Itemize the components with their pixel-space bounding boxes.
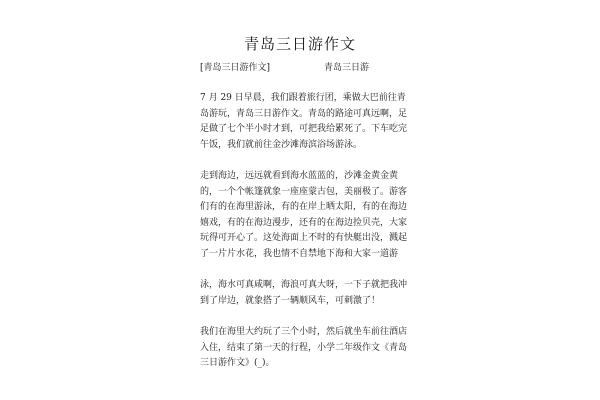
paragraph-3: 泳，海水可真咸啊，海浪可真大呀，一下子就把我冲到了岸边，就象搭了一辆顺风车，可刺激了！ — [200, 280, 408, 306]
paragraph-1: 7 月 29 日早晨，我们跟着旅行团，乘做大巴前往青岛游玩，青岛三日游作文。青岛的路途可真远啊，足足做了七个半小时才到，可把我给累死了。下车吃完午饭，我们就前往金沙滩海滨浴场游泳。 — [200, 93, 408, 150]
subtitle-bracket-title: [青岛三日游作文] — [200, 63, 271, 73]
paragraph-2: 走到海边，远远就看到海水蓝蓝的，沙滩金黄金黄的，一个个帐篷就象一座座蒙古包，美丽极了。游客们有的在海里游泳，有的在岸上晒太阳，有的在海边嬉戏，有的在海边漫步，还有的在海边捡贝壳，大家玩得可开心了。这处海面上不时的有快艇出没，溅起了一片片水花，我也情不自禁地下海和大家一道游 — [200, 170, 408, 259]
document-title: 青岛三日游作文 — [243, 35, 356, 53]
paragraph-gap — [200, 309, 410, 325]
paragraph-4: 我们在海里大约玩了三个小时，然后就坐车前往酒店入住，结束了第一天的行程，小学二年级作文《青岛三日游作文》(_)。 — [200, 326, 408, 369]
paragraph-gap — [200, 263, 410, 279]
subtitle-short-title: 青岛三日游 — [324, 63, 370, 73]
document-body — [200, 91, 410, 372]
paragraph-gap — [200, 153, 410, 169]
